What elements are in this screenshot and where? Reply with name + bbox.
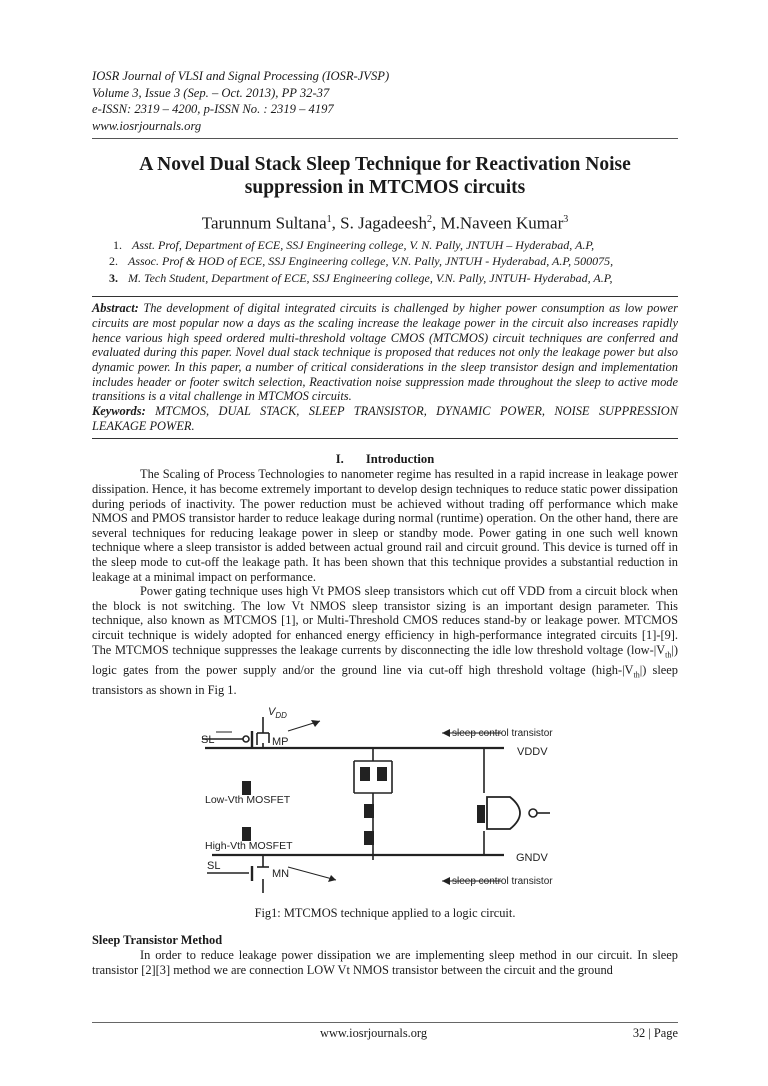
sleep-control-bottom-label: sleep control transistor <box>452 876 553 888</box>
logic-transistor <box>364 831 374 845</box>
author-1: Tarunnum Sultana <box>201 213 327 233</box>
footer-url: www.iosrjournals.org <box>320 1026 428 1040</box>
author-3: M.Naveen Kumar <box>440 213 564 233</box>
high-vth-symbol <box>242 827 251 841</box>
affiliation-text: Asst. Prof, Department of ECE, SSJ Engineering college, V. N. Pally, JNTUH – Hyderabad, A.P, <box>132 237 595 252</box>
sl-top-label: SL <box>201 734 215 747</box>
author-1-affil: 1 <box>326 214 332 225</box>
author-2: S. Jagadeesh <box>340 213 427 233</box>
author-list: Tarunnum Sultana$^1$, S. Jagadeesh$^2$, M.Naveen Kumar$^3$ <box>201 213 569 233</box>
journal-url: www.iosrjournals.org <box>92 118 202 133</box>
section-heading <box>92 451 678 467</box>
section-title: Introduction <box>365 452 435 467</box>
sleep-control-top-label: sleep control transistor <box>452 728 553 740</box>
page-footer <box>92 1022 678 1044</box>
affiliation-number: 2. <box>109 254 118 269</box>
para-text: |) sleep transistors as shown in Fig 1. <box>92 662 678 697</box>
abstract-text: The development of digital integrated circuits is challenged by higher power consumption as low power circuits are most popular now a days as the scaling increase the leakage power in the circuit also increases rapidly hence various high speed ordered multi-threshold voltage CMOS (MTCMOS) circuit techniques are conferred and evaluated during this paper. Novel dual stack technique is proposed that reduces not only the leakage power but also dynamic power. In this paper, a number of critical considerations in the sleep transistor design and implementation includes header or footer switch selection, Reactivation noise suppression made throughout the sleep to active mode transitions is a vital challenge in MTCMOS circuits. <box>92 301 678 404</box>
affiliation-number: 3. <box>109 270 118 285</box>
inverter-gate <box>477 805 485 823</box>
affiliation-item <box>92 253 678 270</box>
subsection-heading: Sleep Transistor Method <box>92 933 223 948</box>
journal-volume: Volume 3, Issue 3 (Sep. – Oct. 2013), PP 32-37 <box>92 85 330 100</box>
intro-paragraph-1: The Scaling of Process Technologies to nanometer regime has resulted in a rapid increase in leakage power dissipation. Hence, it has become extremely important to develop design techniques to reduce static power dissipation during periods of inactivity. The power reduction must be achieved without trading off performance which make NMOS and PMOS transistor harder to reduce leakage during normal (runtime) operation. On the other hand, there are several techniques for reducing leakage power in sleep or standby mode. Power gating in one such well known technique where a sleep transistor is added between actual ground rail and circuit ground. This device is turned off in the sleep mode to cut-off the leakage path. It has been shown that this technique provides a substantial reduction in leakage at a minimal impact on performance. <box>92 467 678 584</box>
keywords-text: MTCMOS, DUAL STACK, SLEEP TRANSISTOR, DYNAMIC POWER, NOISE SUPPRESSION LEAKAGE POWER. <box>92 404 678 433</box>
keywords-label: Keywords: <box>92 404 146 419</box>
paper-title <box>92 153 678 199</box>
para-text: |) logic gates from the power supply and/or the ground line via cut-off high threshold voltage (high-|V <box>92 642 678 677</box>
page-number: 32 | Page <box>632 1026 678 1040</box>
vth-subscript: th <box>665 650 672 660</box>
author-3-affil: 3 <box>563 214 569 225</box>
author-2-affil: 2 <box>427 214 432 225</box>
paper-page <box>92 68 678 978</box>
journal-issn: e-ISSN: 2319 – 4200, p-ISSN No. : 2319 – 4197 <box>92 102 334 116</box>
sleep-method-paragraph: In order to reduce leakage power dissipation we are implementing sleep method in our circuit. In sleep transistor [2][3] method we are connection LOW Vt NMOS transistor between the circuit and the ground <box>92 948 678 977</box>
mp-label: MP <box>272 736 289 749</box>
section-number: I. <box>335 452 344 467</box>
low-vth-label: Low-Vth MOSFET <box>205 794 291 807</box>
sl-bottom-label: SL <box>207 860 221 873</box>
affiliation-item <box>92 237 678 254</box>
figure-caption: Fig1: MTCMOS technique applied to a logic circuit. <box>254 906 516 921</box>
title-line-2: suppression in MTCMOS circuits <box>244 177 526 198</box>
journal-name: IOSR Journal of VLSI and Signal Processing (IOSR-JVSP) <box>92 69 390 83</box>
header-divider <box>92 138 678 139</box>
vdd-label: $V_{DD}$ <box>268 706 287 721</box>
affiliation-item <box>92 270 678 287</box>
low-vth-symbol <box>242 781 251 795</box>
mn-label: MN <box>272 868 290 881</box>
affiliation-text: Assoc. Prof & HOD of ECE, SSJ Engineering college, V.N. Pally, JNTUH - Hyderabad, A.P, 500075, <box>128 254 614 269</box>
vddv-label: VDDV <box>517 746 548 759</box>
logic-transistor <box>364 804 374 818</box>
journal-header <box>92 68 678 134</box>
figure-mtcmos <box>92 703 678 897</box>
high-vth-label: High-Vth MOSFET <box>205 840 293 853</box>
affiliation-number: 1. <box>113 237 122 252</box>
vth-subscript: th <box>633 670 640 680</box>
logic-transistor <box>377 767 387 781</box>
intro-paragraph-2 <box>92 584 678 697</box>
abstract-block <box>92 296 678 439</box>
mtcmos-circuit-diagram <box>92 703 678 897</box>
para-text: Power gating technique uses high Vt PMOS sleep transistors which cut off VDD from a circuit block when the block is not switching. The low Vt NMOS sleep transistor sizing is an important design parameter. This technique, also known as MTCMOS [1], or Multi-Threshold CMOS reduces stand-by or leakage power. MTCMOS circuit technique is widely adopted for enhanced energy efficiency in high-performance integrated circuits [1]-[9]. The MTCMOS technique suppresses the leakage currents by disconnecting the idle low threshold voltage (low-|V <box>92 584 678 657</box>
affiliation-list <box>92 237 678 287</box>
abstract-label: Abstract: <box>92 301 139 316</box>
gndv-label: GNDV <box>516 852 548 865</box>
logic-transistor <box>360 767 370 781</box>
title-line-1: A Novel Dual Stack Sleep Technique for Reactivation Noise <box>139 154 631 175</box>
affiliation-text: M. Tech Student, Department of ECE, SSJ Engineering college, V.N. Pally, JNTUH- Hyderabad, A.P, <box>128 270 613 285</box>
